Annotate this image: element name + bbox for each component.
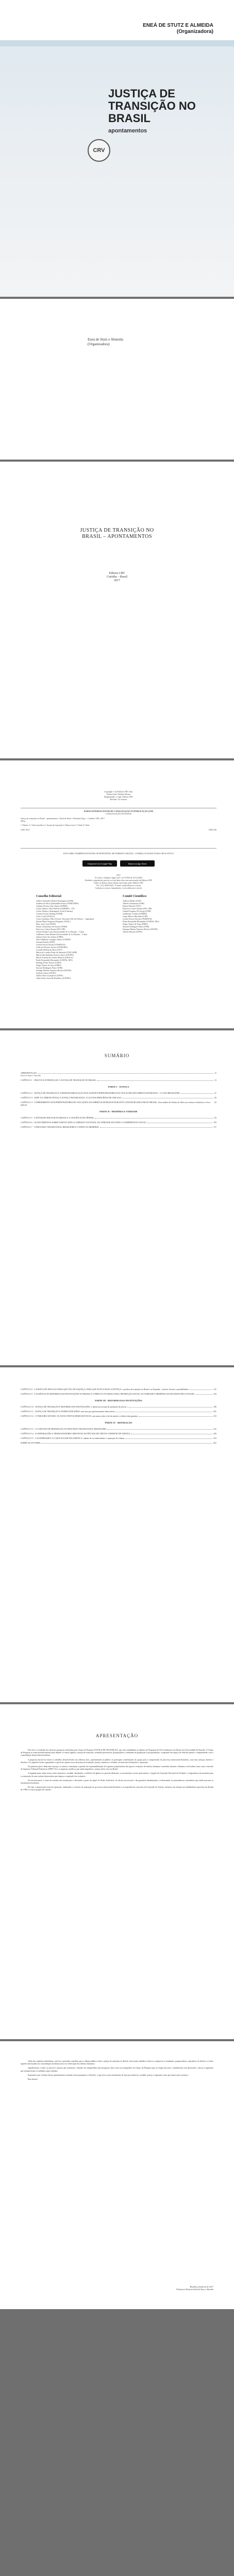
board-member: Jailson Alves dos Santos (UFRJ) <box>36 936 63 938</box>
publisher-year: 2017 <box>114 579 120 582</box>
toc-entry-label: CAPÍTULO 4 · O IMPEDIMENTO DOS PERPETRADORES DE VIOLAÇÕES AOS DIREITOS HUMANOS DURANTE A DITADURA MILITAR NO BRASIL: Uma análise da Ordem de Valeu em eventos eclesiástico-cívico-judicial <box>21 1101 211 1106</box>
title-page <box>0 462 234 758</box>
committee-member: Adilson Dallari (USP) <box>123 900 141 902</box>
toc-entry <box>21 1079 216 1081</box>
board-member: Maria Lília Imbiriba Sousa Colares (UFOPA) <box>36 954 74 956</box>
review-line: Revisão: Os Autores <box>110 798 127 801</box>
toc-entry-label: CAPÍTULO 14 · AS REPARAÇÕES A TRABALHADORES GREVISTAS DA DÉCADA DE 1980 NA COMISSÃO DE ANISTIA <box>21 1432 130 1435</box>
toc-leader <box>127 1405 212 1408</box>
cdd-code: CDD 320 <box>208 828 216 831</box>
toc-entry <box>21 1072 216 1077</box>
toc-entry <box>21 1437 216 1439</box>
toc-entry-label: CAPÍTULO 1 · OBLIVIO E INTRODUÇÃO À JUSTIÇA DE TRANSIÇÃO NO BRASIL <box>21 1079 96 1081</box>
committee-member: Francisco Carlos Duarte (PUC-PR) <box>123 907 152 910</box>
editorial-board-list <box>36 900 113 979</box>
toc-entry-label: CAPÍTULO 6 · OS MOVIMENTOS SOBRE ANISTIA APÓS A COMISSÃO NACIONAL DA VERDADE SEGUNDO A COMPREENSÃO SOCIAL <box>21 1121 146 1124</box>
toc-entry <box>21 1428 216 1430</box>
board-member: Élsio José Corá (UFFS) <box>36 923 56 925</box>
committee-member: Dimas Macedo (UFC) <box>123 905 141 907</box>
toc-entry <box>21 1116 216 1119</box>
toc-entry-label: CAPÍTULO 11 · JUSTIÇA DE TRANSIÇÃO E PODER JUDICIÁRIO: uma luta por aprimoramento democrático <box>21 1410 115 1413</box>
board-member: João Adalberto Campato Junior (UNESP) <box>36 938 71 941</box>
committee-member: Sérgio Nunes de Jesus (IFRO) <box>123 923 148 925</box>
publisher-city: Curitiba – Brasil <box>107 575 127 579</box>
presentation-title: APRESENTAÇÃO <box>95 1733 139 1738</box>
app-store-badge[interactable]: Baixar na App Store <box>120 860 155 867</box>
board-member: Cesar Gerônimo Tello (Univer. Nacional Três de Febrero – Argentina) <box>36 918 94 920</box>
presentation-paragraph: A segunda parte reúne textos sobre memória e verdade, abordando a violência de gênero no período ditatorial, os movimentos sociais pela anistia, o legado da Comissão Nacional da Verdade e a importância da memória para a construção de uma cultura democrática que impeça a repetição das violações. <box>21 1772 213 1777</box>
toc-entry-line <box>21 1405 216 1408</box>
board-member: Celso Conti (UFSCar) <box>36 915 55 918</box>
toc-leader <box>131 1432 212 1434</box>
presentation-paragraph: A proposta inicial era reunir os trabalhos desenvolvidos nos últimos anos, apresentando ao público as principais contribuições do grupo para a compreensão do processo transicional brasileiro, com seus avanços, limites e desafios. Os capítulos foram organizados a partir dos quatro eixos da justiça de transição: justiça, memória e verdade, reforma das instituições e reparação. <box>21 1758 213 1764</box>
catalog-title: DADOS INTERNACIONAIS DE CATALOGAÇÃO NA PUBLICAÇÃO (CIP) <box>83 810 154 812</box>
presentation-page-1 <box>0 1704 234 2039</box>
cover-authors <box>143 23 213 35</box>
cover-page <box>0 0 234 297</box>
legal-notice <box>21 874 216 889</box>
title-line-2: BRASIL – APONTAMENTOS <box>82 534 152 539</box>
board-member: Aldira Guimarães Duarte Domínguez (UNB) <box>36 900 74 902</box>
logo-text: CRV <box>93 147 105 154</box>
divider <box>21 848 216 849</box>
catalog-pages: 266 p. <box>21 820 26 822</box>
board-member: Antônio Pereira Gaio Júnior (UFRRJ) <box>36 905 68 907</box>
board-member: Elione Maria Nogueira Diogenes (UFAL) <box>36 920 71 923</box>
toc-entry-line <box>21 1092 216 1094</box>
publisher-logo-icon <box>88 139 110 162</box>
toc-entry <box>21 1415 216 1417</box>
presentation-text <box>21 1749 213 1793</box>
app-badges <box>82 860 155 867</box>
copyright-page <box>0 760 234 1028</box>
toc-page-1 <box>0 1030 234 1365</box>
toc-entry-line <box>21 1079 216 1081</box>
board-member: Carlos Federico Dominguez Avila (Unieuro) <box>36 910 73 912</box>
board-member: Leonel Severo Rocha (UNISINOS) <box>36 943 65 946</box>
board-member: Elizeu Clementino de Souza (UNEB) <box>36 925 67 928</box>
editorial-board-title: Conselho Editorial: <box>36 895 62 898</box>
toc-leader <box>125 1437 212 1439</box>
cdu-code: CDU 342.7 <box>21 828 30 831</box>
presentation-paragraph: Esperamos que a leitura destes apontamentos estimule novas pesquisas e reflexões, e que sirva como instrumento de luta por memória, verdade, justiça e reparação, para que nunca mais aconteça. <box>28 2073 189 2076</box>
half-title-page <box>0 299 234 460</box>
toc-entry-line <box>21 1101 216 1106</box>
toc-part-heading: PARTE IV · REPARAÇÃO <box>105 1421 132 1424</box>
legal-reproduction: Proibida a reprodução parcial ou total desta obra sem autorização da Editora CRV <box>85 879 153 882</box>
toc-page-2 <box>0 1367 234 1702</box>
committee-member: Jorge Alberto Machado (USP) <box>123 915 148 918</box>
editor-line: Editor-chefe: Railson Moura <box>107 793 130 795</box>
toc-entry-line <box>21 1121 216 1124</box>
title-page-publisher <box>0 572 234 583</box>
toc-leader <box>95 1116 213 1118</box>
cover-author-role: (Organizadora) <box>176 29 213 35</box>
catalog-record <box>21 810 216 831</box>
board-member: Paulo Romualdo Hernandes (UNIFAL-MG) <box>36 959 73 961</box>
presentation-paragraph: Boa leitura! <box>28 2078 38 2081</box>
legal-year: 2017 <box>116 874 121 876</box>
toc-entry-label: CAPÍTULO 13 · O CONCEITO DE REPARAÇÃO NO PROCESSO TRANSICIONAL BRASILEIRO <box>21 1428 107 1430</box>
toc-page-number: 215 <box>213 1415 216 1417</box>
title-line-1: JUSTIÇA DE TRANSIÇÃO NO <box>80 528 154 533</box>
toc-entry-line <box>21 1432 216 1435</box>
toc-entry-line <box>21 1393 216 1395</box>
empty-area <box>0 2311 234 2576</box>
publisher-name: Editora CRV <box>109 572 125 575</box>
toc-leader <box>107 1428 212 1430</box>
copyright-line: Copyright © da Editora CRV Ltda. <box>104 790 133 793</box>
toc-page-number: 63 <box>214 1101 216 1104</box>
toc-entry-label: CAPÍTULO 12 · O TERCEIRO ESTUDO: OS ATOS E FEITOS DEMOCRÁTICOS: um ensaio sobre a lei da anistia e a falácia das garantias <box>21 1415 138 1417</box>
cover-subtitle: apontamentos <box>108 128 147 134</box>
toc-part-heading: PARTE I · JUSTIÇA <box>108 1086 129 1088</box>
board-member: Josania Portela (UFPI) <box>36 941 55 943</box>
toc-list <box>21 1072 216 1130</box>
board-member: Maria Cristina dos Santos Bezerra (UFSCar) <box>36 956 73 959</box>
catalog-body: Justiça de transição no Brasil – apontamentos / Eneá de Stutz e Almeida (Org.) – Curitiba: CRV, 2017. <box>21 817 105 820</box>
board-member: Gloria Fariñas León (Universidade de La Havana – Cuba) <box>36 930 84 933</box>
toc-entry-line <box>21 1126 216 1128</box>
toc-leader <box>38 1072 213 1074</box>
board-member: Simone Rodrigues Pinto (UNB) <box>36 967 63 969</box>
toc-entry-line <box>21 1388 216 1391</box>
toc-page-number: 231 <box>213 1428 216 1430</box>
toc-page-number: 13 <box>214 1079 216 1081</box>
toc-page-number: 253 <box>213 1437 216 1439</box>
toc-page-number: 141 <box>213 1388 216 1391</box>
board-member: Tadeu Oliver Gonçalves (UFPA) <box>36 974 63 977</box>
toc-entry-line <box>21 1428 216 1430</box>
toc-entry-label: CAPÍTULO 9 · A AUSÊNCIA DA REFORMA DAS INSTITUIÇÕES NO BRASIL E O IMPACTO NO RESULTADO, PROMOÇÃO SOCIAL DA VERDADE E MEMÓRIA DA DITADURA PELO ESTADO <box>21 1393 195 1395</box>
catalog-codes <box>21 828 216 831</box>
title-page-title <box>0 528 234 540</box>
toc-leader <box>41 1442 212 1444</box>
committee-member: Guilherme Coelho (UNIRIO) <box>123 912 147 915</box>
toc-leader <box>195 1393 212 1395</box>
presentation-page-2 <box>0 2041 234 2309</box>
design-line: Diagramação e Capa: Editora CRV <box>104 795 133 798</box>
toc-page-number: 245 <box>213 1432 216 1435</box>
toc-entry-label: APRESENTAÇÃO <box>21 1072 37 1074</box>
half-title-names <box>88 337 123 347</box>
toc-page-number: 261 <box>213 1442 216 1444</box>
toc-entry <box>21 1405 216 1408</box>
ebook-notice: ESTA OBRA TAMBÉM ENCONTRA-SE DISPONÍVEL EM FORMATO DIGITAL. CONHEÇA E BAIXE NOSSO APLICATIVO! <box>63 852 174 855</box>
toc-entry <box>21 1101 216 1106</box>
toc-page-number: 27 <box>214 1092 216 1094</box>
signature-place: Brasília, primavera de 2017 <box>190 2285 213 2288</box>
board-member: Solange Helena Ximenes-Rocha (UFOPA) <box>36 969 72 972</box>
cover-strip <box>0 40 234 46</box>
toc-page-number: 163 <box>213 1393 216 1395</box>
toc-page-number: 83 <box>214 1116 216 1119</box>
toc-leader <box>181 1092 213 1094</box>
committee-member: Leonel Severo Rocha (UNISINOS) <box>123 918 152 920</box>
toc-entry-line <box>21 1410 216 1413</box>
cover-background <box>0 40 234 297</box>
half-title-role: (Organizadora) <box>88 342 110 346</box>
toc-part-heading: PARTE II · MEMÓRIA E VERDADE <box>99 1110 138 1113</box>
presentation-paragraph: Por fim, a quarta parte trata da reparação, analisando o conceito de reparação no processo transicional brasileiro e as experiências concretas da Comissão de Anistia, inclusive em relação aos trabalhadores grevistas da década de 1980 e a outros grupos de vítimas. <box>21 1786 213 1791</box>
toc-entry <box>21 1092 216 1094</box>
board-member: Lourdes Helena da Silva (UFV) <box>36 948 63 951</box>
google-play-badge[interactable]: Disponível no Google Play <box>82 860 117 867</box>
board-member: Andréia da Silva Quintanilha Sousa (UNIR/UFRN) <box>36 902 79 905</box>
cover-author-name: ENEÁ DE STUTZ E ALMEIDA <box>143 23 213 28</box>
toc-page-number: 201 <box>213 1410 216 1413</box>
presentation-paragraph: Este livro é resultado das diversas pesquisas realizadas pelo Grupo de Pesquisa JUSTIÇA DE TRANSIÇÃO, que vem trabalhando no âmbito do Programa de Pós-Graduação em Direito da Universidade de Brasília. O Grupo de Pesquisa se reúne periodicamente para debater os temas ligados à justiça de transição, reunindo professores, pesquisadores, estudantes de graduação e pós-graduação, compondo um espaço de reflexão plural e comprometido com a consolidação democrática brasileira. <box>21 1749 213 1757</box>
toc-entry-label: CAPÍTULO 5 · A DITADURA MILITAR NO BRASIL E A VIOLÊNCIA DE GÊNERO <box>21 1116 94 1119</box>
legal-contact: Tel.: (41) 3039-6418 - E-mail: sac@editoracrv.com.br <box>96 884 141 887</box>
committee-member: Solange Helena Ximenes-Rocha (UFOPA) <box>123 928 158 930</box>
committee-member: Simone Rodrigues Pinto (UNB) <box>123 925 149 928</box>
presentation-paragraph: Agradecemos a todos os autores e autoras que aceitaram o desafio de compartilhar suas pesquisas, bem como aos integrantes do Grupo de Pesquisa que, ao longo dos anos, contribuíram com discussões, críticas e sugestões que enriqueceram os trabalhos aqui reunidos. <box>21 2066 213 2072</box>
board-member: Tania Suely Azevedo Brasileiro (UFOPA) <box>36 977 71 979</box>
board-member: Sérgio Nunes de Jesus (IFRO) <box>36 964 61 967</box>
scientific-committee-title: Comitê Científico: <box>123 895 147 898</box>
board-member: Maria de Lourdes Pinto de Almeida (UNICAMP) <box>36 951 77 954</box>
toc-page-number: 185 <box>213 1405 216 1408</box>
board-member: Rodrigo Pratte-Santos (UFES) <box>36 961 61 964</box>
signature-name: Professora Doutora Eneá de Stutz e Almeida <box>176 2288 213 2291</box>
toc-page-number: 117 <box>213 1126 216 1128</box>
presentation-signature <box>176 2285 213 2291</box>
copyright-credits <box>21 790 216 801</box>
toc-page-number: 103 <box>213 1121 216 1124</box>
toc-leader <box>139 1415 212 1417</box>
catalog-subtitle: CATALOGAÇÃO NA FONTE <box>105 812 132 815</box>
toc-entry-label: CAPÍTULO 10 · JUSTIÇA DE TRANSIÇÃO E REFORMA DAS INSTITUIÇÕES: o direito processual de produção de provas <box>21 1405 127 1408</box>
toc-entry <box>21 1432 216 1435</box>
toc-entry-author: Eneá de Stutz e Almeida <box>21 1074 41 1077</box>
toc-page-number: 45 <box>214 1096 216 1099</box>
toc-entry <box>21 1121 216 1124</box>
scientific-committee <box>123 895 200 933</box>
toc-leader <box>100 1126 212 1128</box>
board-member: Guillermo Arias Beatón (Universidade de La Havana – Cuba) <box>36 933 87 936</box>
toc-entry-label: CAPÍTULO 3 · ADPF 153, DIREITO PENAL E JUSTIÇA TRANSICIONAL À LUZ DOS PRINCÍPIOS DE CHICAGO <box>21 1096 122 1099</box>
toc-entry-line <box>21 1442 216 1444</box>
toc-entry-line <box>21 1415 216 1417</box>
presentation-paragraph: Na primeira parte, dedicada à justiça, os autores examinam a questão da responsabilização dos agentes perpetradores das graves violações de direitos humanos cometidas durante a ditadura civil-militar, bem como a decisão do Supremo Tribunal Federal na ADPF 153 e os impasses jurídicos que ainda impedem o avanço desse eixo no Brasil. <box>21 1765 213 1771</box>
toc-entry <box>21 1410 216 1413</box>
scientific-committee-list <box>123 900 200 933</box>
board-member: Carmen Tereza Velanga (UNIR) <box>36 912 63 915</box>
toc-entry-label: CAPÍTULO 7 · O PROCESSO TRANSICIONAL BRASILEIRO E O PAPEL DA MEMÓRIA <box>21 1126 99 1128</box>
toc-leader <box>147 1121 212 1123</box>
toc-entry-label: CAPÍTULO 15 · A ALTERIDADE E O CASOS DA FAB POLANÍSTICA: análise do reconhecimento e reparação de vítimas <box>21 1437 125 1439</box>
toc-entry-label: SOBRE OS AUTORES <box>21 1442 41 1444</box>
toc-entry-label: CAPÍTULO 8 · A ANISTIA DE DIÁLOGO PARA QUE NÃO SE ESQUEÇA, PARA QUE NUNCA MAIS ACONTEÇA: a política de transição no Brasil e na Espanha – tensões, limites e possibilidades <box>21 1388 189 1391</box>
toc-leader <box>116 1410 212 1412</box>
board-member: Carlos Alberto Vilar Estêvão (UMINHO – PT) <box>36 907 75 910</box>
committee-member: Paulo Romualdo Hernandes (UNIFAL-MG) <box>123 920 159 923</box>
legal-rights: Todos os direitos desta edição reservados pela: Editora CRV <box>93 882 144 884</box>
toc-leader <box>97 1079 213 1081</box>
board-member: Lídia de Oliveira Xavier (UNIEURO) <box>36 946 68 948</box>
editorial-board <box>36 895 113 979</box>
half-title-author: Eneá de Stutz e Almeida <box>88 337 123 342</box>
catalog-subjects: 1. Direito 2. Ciência política 3. Justiça de transição 4. Democracia I. Título II. Série <box>21 824 90 826</box>
legal-deposit: Foi feito o depósito legal conf. Lei 10.994 de 14/12/2004 <box>95 876 142 879</box>
committee-member: Gabriel Augusto Di Giorgi (UNB) <box>123 910 151 912</box>
toc-entry-label: CAPÍTULO 2 · JUSTIÇA DE TRANSIÇÃO E A RESPONSABILIZAÇÃO DOS AGENTES PERPETRADORES DAS VIOLAÇÕES DOS DIREITOS HUMANOS – O CASO BRASILEIRO <box>21 1092 180 1094</box>
toc-entry <box>21 1442 216 1444</box>
toc-page-number: 11 <box>214 1072 216 1074</box>
toc-leader <box>189 1388 212 1390</box>
committee-member: Valéria Moraes (UFPA) <box>123 930 142 933</box>
toc-list <box>21 1388 216 1446</box>
toc-entry <box>21 1388 216 1391</box>
cover-title: JUSTIÇA DE TRANSIÇÃO NO BRASIL <box>108 87 196 125</box>
presentation-text <box>21 2060 213 2082</box>
toc-title: SUMÁRIO <box>104 1053 130 1058</box>
board-member: Sydione Santos (UEPG) <box>36 972 56 974</box>
toc-part-heading: PARTE III · REFORMA DAS INSTITUIÇÕES <box>95 1399 142 1402</box>
presentation-paragraph: Além dos capítulos individuais, este livro pretende contribuir para o debate público sobre a justiça de transição no Brasil, oferecendo subsídios teóricos e empíricos a estudantes, pesquisadores, operadores do direito e a todos aqueles interessados na consolidação da democracia e na efetivação dos direitos humanos. <box>21 2060 213 2065</box>
toc-entry <box>21 1096 216 1099</box>
board-member: Francisco Carlos Duarte (PUC-PR) <box>36 928 65 930</box>
toc-entry-line <box>21 1116 216 1119</box>
committee-member: Alberto Kanamura (UNB) <box>123 902 144 905</box>
legal-website: Conheça os nossos lançamentos: www.editoracrv.com.br <box>95 887 142 889</box>
presentation-paragraph: Na terceira parte, o tema da reforma das instituições é discutido a partir do papel do Poder Judiciário, do direito processual e das garantias fundamentais, evidenciando as permanências autoritárias que ainda marcam as instituições brasileiras. <box>21 1778 213 1785</box>
toc-entry <box>21 1393 216 1395</box>
toc-entry-line <box>21 1437 216 1439</box>
toc-entry-line <box>21 1096 216 1099</box>
toc-leader <box>122 1096 213 1098</box>
toc-entry <box>21 1126 216 1128</box>
